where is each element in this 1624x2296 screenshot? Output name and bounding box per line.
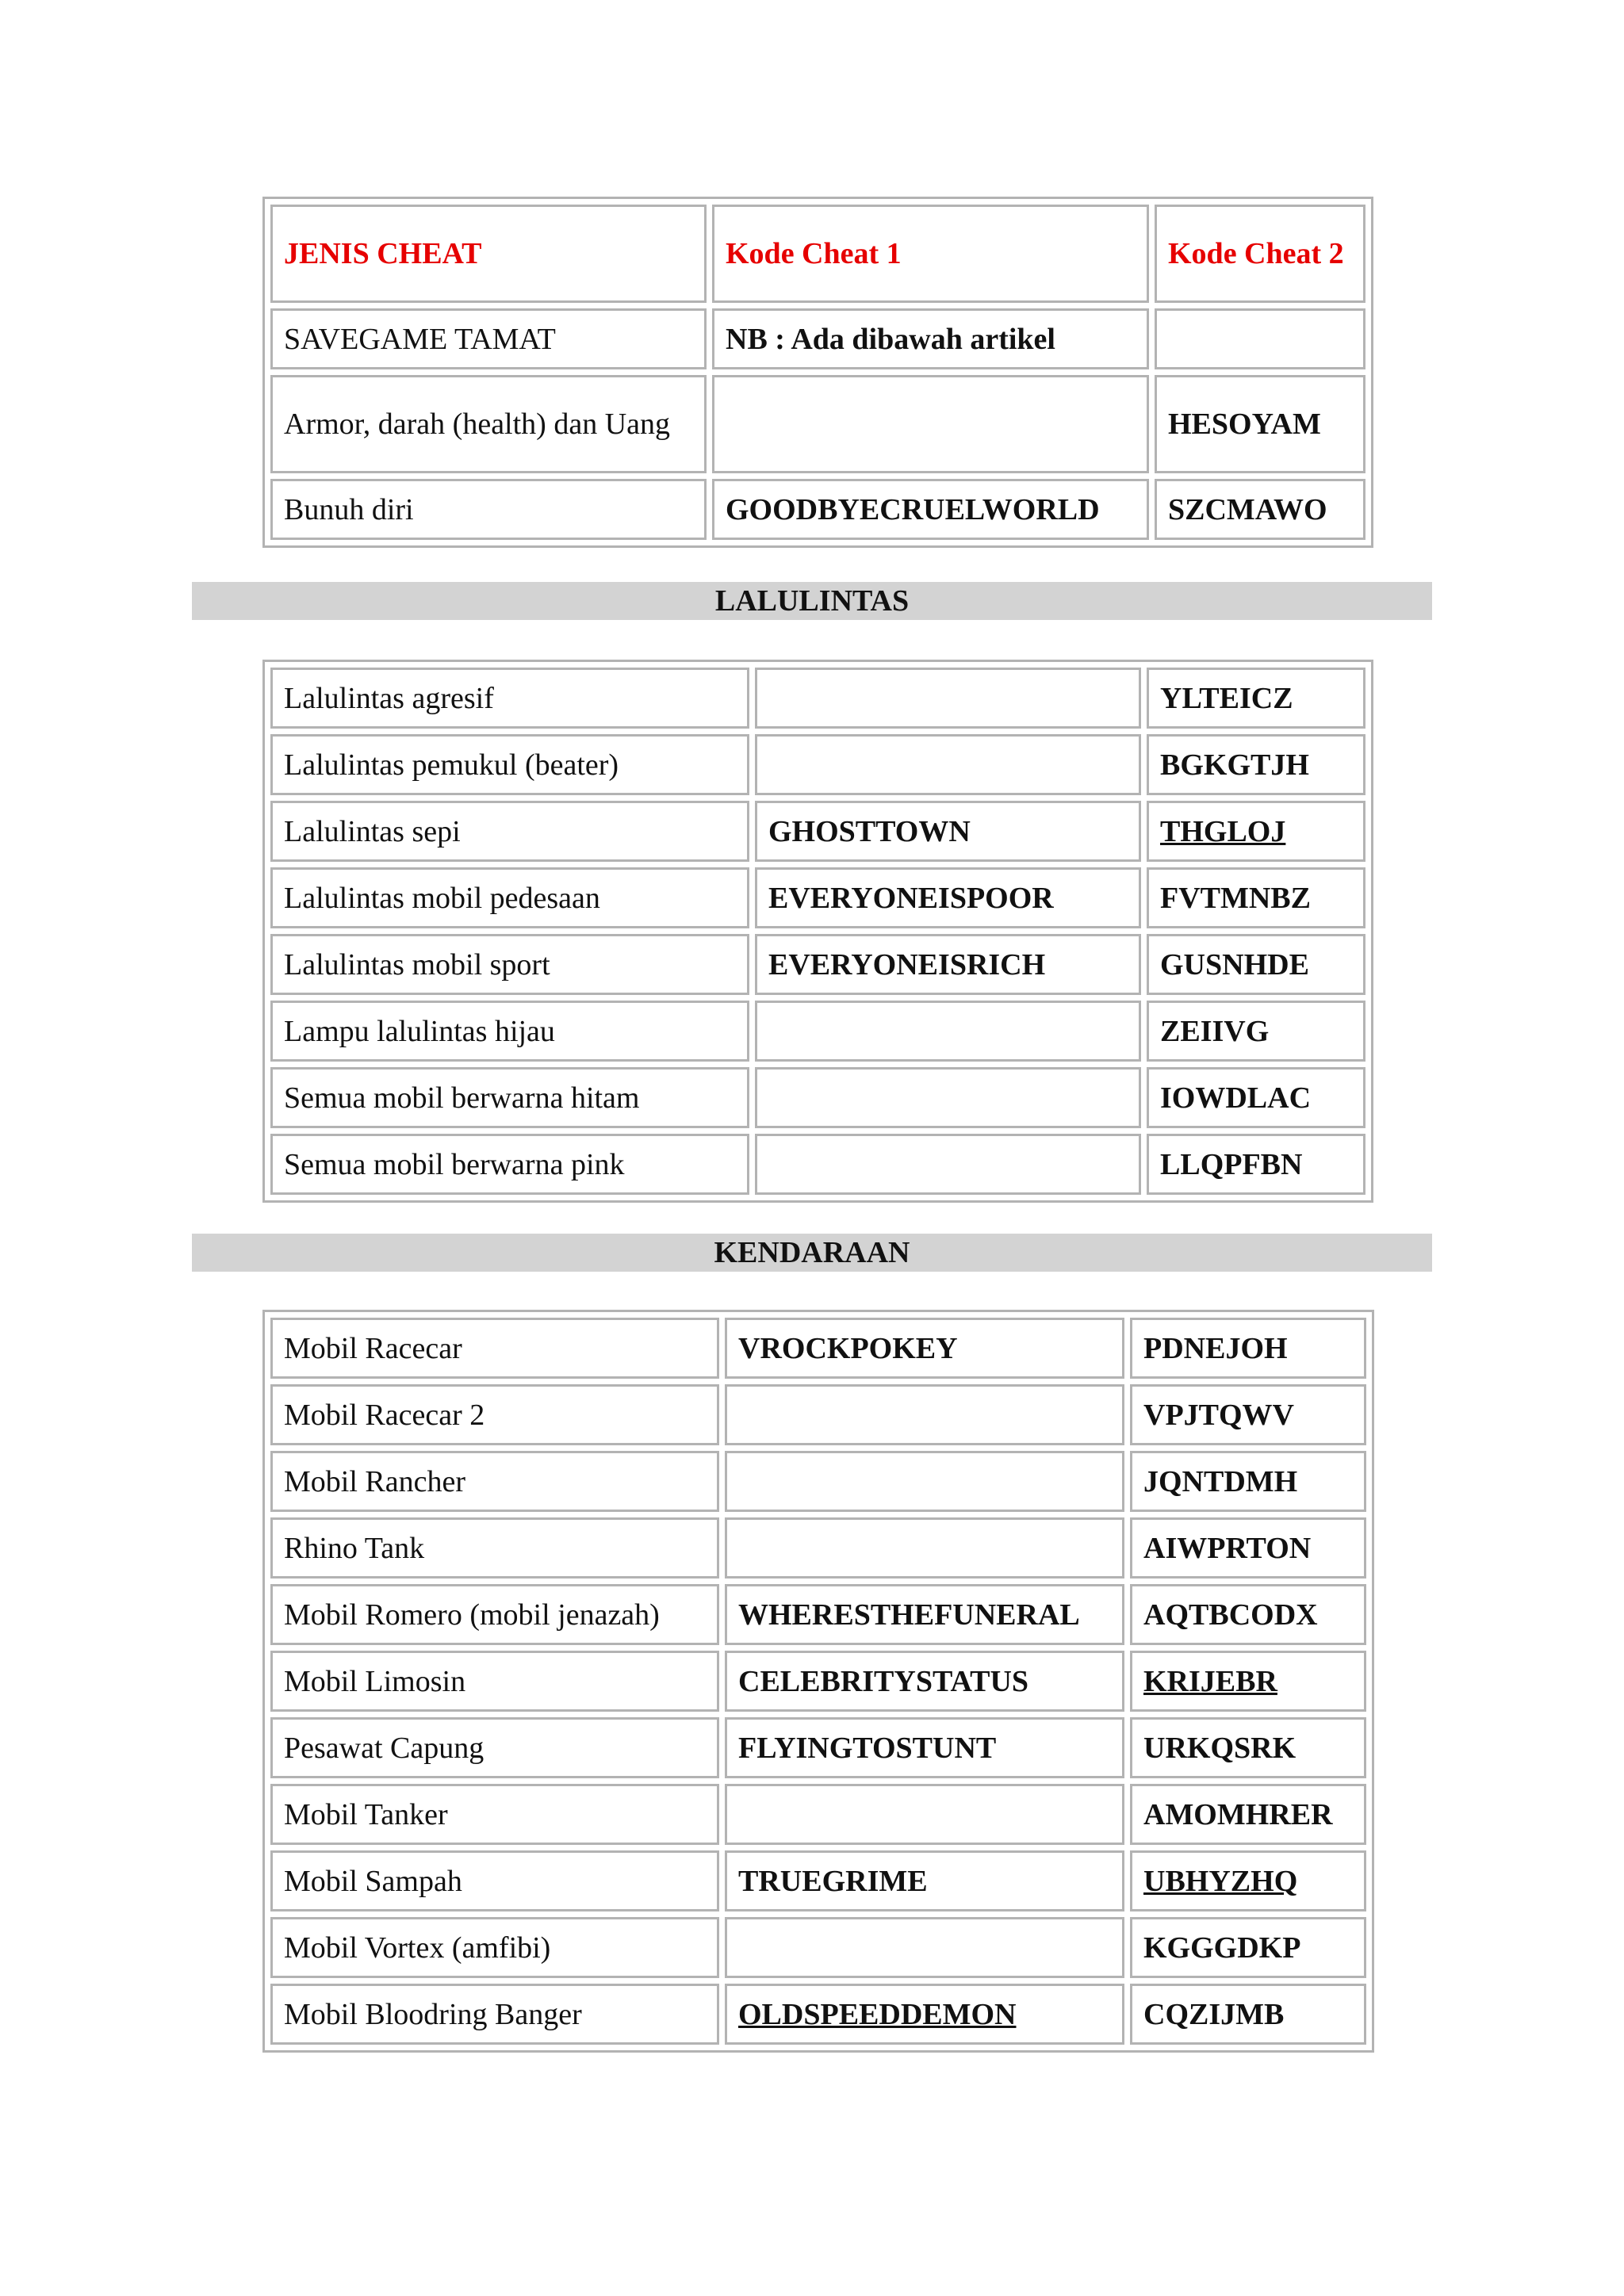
table-row [270,308,1365,369]
cheat-code-2: CQZIJMB [1130,1984,1366,2045]
cheat-code-2: YLTEICZ [1147,668,1365,729]
cheat-name: Armor, darah (health) dan Uang [270,375,707,473]
cheat-name: Lalulintas agresif [270,668,749,729]
table-row [270,479,1365,540]
cheat-code-1: GHOSTTOWN [755,801,1141,862]
table-row [270,801,1365,862]
cheat-name: Semua mobil berwarna hitam [270,1067,749,1128]
cheat-code-2: BGKGTJH [1147,734,1365,795]
cheat-name: Mobil Sampah [270,1850,719,1911]
cheat-code-1 [725,1784,1124,1845]
table-row [270,1318,1366,1379]
cheat-code-2: LLQPFBN [1147,1134,1365,1195]
cheat-name: Lampu lalulintas hijau [270,1001,749,1062]
table-row [270,1384,1366,1445]
cheat-code-2: URKQSRK [1130,1717,1366,1778]
table-row [270,1517,1366,1578]
cheat-name: Mobil Vortex (amfibi) [270,1917,719,1978]
cheat-code-link[interactable]: UBHYZHQ [1143,1864,1298,1898]
cheat-code-link[interactable]: THGLOJ [1160,814,1286,848]
cheat-code-1 [725,1917,1124,1978]
table-row [270,934,1365,995]
section-title-traffic: LALULINTAS [192,582,1432,620]
cheat-code-2: HESOYAM [1155,375,1365,473]
cheat-code-2: AMOMHRER [1130,1784,1366,1845]
cheat-name: Lalulintas mobil pedesaan [270,867,749,928]
cheat-code-2: AQTBCODX [1130,1584,1366,1645]
table-row [270,734,1365,795]
table-header-row [270,205,1365,303]
cheat-code-link[interactable]: OLDSPEEDDEMON [738,1997,1017,2031]
table-row [270,1651,1366,1712]
table-row [270,1717,1366,1778]
cheat-code-1 [725,1517,1124,1578]
cheat-name: Bunuh diri [270,479,707,540]
cheat-code-2: AIWPRTON [1130,1517,1366,1578]
cheat-code-1 [755,1067,1141,1128]
cheat-table-main [262,197,1373,548]
cheat-code-2: GUSNHDE [1147,934,1365,995]
cheat-table-traffic [262,660,1373,1203]
table-row [270,668,1365,729]
section-title-vehicles: KENDARAAN [192,1234,1432,1272]
cheat-code-1: WHERESTHEFUNERAL [725,1584,1124,1645]
cheat-code-1: CELEBRITYSTATUS [725,1651,1124,1712]
table-row [270,1784,1366,1845]
cheat-name: Mobil Tanker [270,1784,719,1845]
table-row [270,1451,1366,1512]
cheat-code-2: PDNEJOH [1130,1318,1366,1379]
cheat-code-2 [1130,1850,1366,1911]
cheat-name: Lalulintas mobil sport [270,934,749,995]
cheat-table-vehicles [262,1310,1374,2053]
cheat-code-1 [755,1001,1141,1062]
cheat-name: SAVEGAME TAMAT [270,308,707,369]
table-row [270,375,1365,473]
cheat-code-1: TRUEGRIME [725,1850,1124,1911]
cheat-name: Mobil Limosin [270,1651,719,1712]
cheat-code-2: IOWDLAC [1147,1067,1365,1128]
table-row [270,1001,1365,1062]
cheat-code-link[interactable]: KRIJEBR [1143,1664,1277,1698]
cheat-code-1: EVERYONEISPOOR [755,867,1141,928]
cheat-code-1 [725,1984,1124,2045]
header-code-2: Kode Cheat 2 [1155,205,1365,303]
table-row [270,1067,1365,1128]
cheat-code-1: EVERYONEISRICH [755,934,1141,995]
table-row [270,1984,1366,2045]
cheat-code-2: ZEIIVG [1147,1001,1365,1062]
cheat-code-1: FLYINGTOSTUNT [725,1717,1124,1778]
cheat-code-2: JQNTDMH [1130,1451,1366,1512]
cheat-name: Pesawat Capung [270,1717,719,1778]
cheat-name: Mobil Racecar [270,1318,719,1379]
cheat-name: Semua mobil berwarna pink [270,1134,749,1195]
cheat-name: Mobil Rancher [270,1451,719,1512]
cheat-code-2: SZCMAWO [1155,479,1365,540]
table-row [270,1584,1366,1645]
cheat-code-1 [725,1384,1124,1445]
cheat-name: Mobil Romero (mobil jenazah) [270,1584,719,1645]
table-row [270,867,1365,928]
table-row [270,1850,1366,1911]
table-row [270,1917,1366,1978]
cheat-code-1 [712,375,1149,473]
cheat-code-1 [725,1451,1124,1512]
cheat-name: Mobil Racecar 2 [270,1384,719,1445]
cheat-name: Rhino Tank [270,1517,719,1578]
cheat-name: Mobil Bloodring Banger [270,1984,719,2045]
cheat-name: Lalulintas pemukul (beater) [270,734,749,795]
header-cheat-type: JENIS CHEAT [270,205,707,303]
table-row [270,1134,1365,1195]
cheat-code-2: KGGGDKP [1130,1917,1366,1978]
cheat-code-1: VROCKPOKEY [725,1318,1124,1379]
cheat-code-2 [1155,308,1365,369]
cheat-code-1 [755,668,1141,729]
cheat-code-1: GOODBYECRUELWORLD [712,479,1149,540]
cheat-code-2: VPJTQWV [1130,1384,1366,1445]
cheat-code-2: FVTMNBZ [1147,867,1365,928]
header-code-1: Kode Cheat 1 [712,205,1149,303]
cheat-name: Lalulintas sepi [270,801,749,862]
cheat-code-2 [1130,1651,1366,1712]
cheat-code-1: NB : Ada dibawah artikel [712,308,1149,369]
cheat-code-1 [755,734,1141,795]
cheat-code-2 [1147,801,1365,862]
cheat-code-1 [755,1134,1141,1195]
